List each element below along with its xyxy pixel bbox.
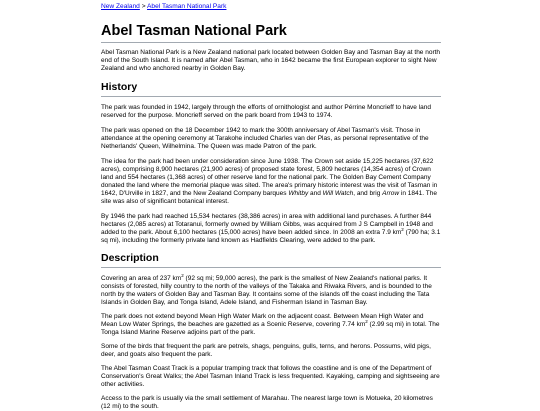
history-p3-text-and: and — [308, 190, 323, 197]
description-paragraph-4: The Abel Tasman Coast Track is a popular tramping track that follows the coastline and is one of the Department of Conservation's Great Walks; the Abel Tasman Inland Track is less frequented. Kayaking, camping and sightseeing are other activities. — [101, 365, 440, 388]
superscript-2: 2 — [401, 226, 404, 232]
description-paragraph-1 — [101, 272, 441, 307]
history-p3-text-start: The idea for the park had been under consideration since June 1938. The Crown set aside 15,225 hectares (37,622 acres), comprising 8,900 hectares (21,900 acres) of proposed state forest, 5,809 hectares (14,354 acres) of Crown land and 554 hectares (1,368 acres) of other reserve land for the national park. The Golden Bay Cement Company donated the land where the memorial plaque was sited. The area's primary historic interest was the visit of Tasman in 1642, D'Urville in 1827, and the New Zealand Company barques — [101, 158, 438, 197]
section-heading-description: Description — [101, 252, 441, 268]
superscript-2: 2 — [365, 318, 368, 324]
breadcrumb-link-new-zealand[interactable]: New Zealand — [101, 3, 140, 10]
history-paragraph-3 — [101, 158, 441, 206]
history-p4-text-start: By 1946 the park had reached 15,534 hectares (38,386 acres) in area with additional land purchases. A further 844 hectares (2,085 acres) at Totaranui, formerly owned by William Gibbs, was acquired from J S Campbell in 1948 and added to the park. About 6,100 hectares (15,000 acres) have been added since. In 2008 an extra 7.9 km — [101, 213, 433, 236]
description-p1-text-end: (92 sq mi; 59,000 acres), the park is the smallest of New Zealand's national parks. It consists of forested, hilly country to the north of the valleys of the Takaka and Riwaka Rivers, and is bounded to the north by the waters of Golden Bay and Tasman Bay. It contains some of the islands off the coast including the Tata Islands in Golden Bay, and Tonga Island, Adele Island, and Fisherman Island in Tasman Bay. — [101, 275, 432, 306]
page-title: Abel Tasman National Park — [101, 23, 441, 43]
description-p1-text-start: Covering an area of 237 km — [101, 275, 182, 282]
ship-name-arrow: Arrow — [382, 190, 400, 197]
history-paragraph-1: The park was founded in 1942, largely through the efforts of ornithologist and author Pérrine Moncrieff to have land reserved for the purpose. Moncrieff served on the park board from 1943 to 1974. — [101, 104, 432, 119]
history-paragraph-4 — [101, 213, 441, 245]
description-paragraph-5: Access to the park is usually via the small settlement of Marahau. The nearest large town is Motueka, 20 kilometres (12 mi) to the south. — [101, 395, 433, 410]
breadcrumb-link-current[interactable]: Abel Tasman National Park — [147, 3, 227, 10]
description-p2-text-start: The park does not extend beyond Mean High Water Mark on the adjacent coast. Between Mean High Water and Mean Low Water Springs, the beaches are gazetted as a Scenic Reserve, covering 7.74 km — [101, 313, 424, 328]
breadcrumb — [101, 2, 441, 11]
description-p2-text-end: (2.99 sq mi) in total. The Tonga Island Marine Reserve adjoins part of the park. — [101, 321, 440, 336]
history-p3-text-end: in 1841. The site was also of significant botanical interest. — [101, 190, 437, 205]
history-p4-text-end: (790 ha; 3.1 sq mi), including the formerly private land known as Hadfields Clearing, were added to the park. — [101, 229, 441, 244]
history-paragraph-2: The park was opened on the 18 December 1942 to mark the 300th anniversary of Abel Tasman's visit. Those in attendance at the opening ceremony at Tarakohe included Charles van der Plas, as personal representative of the Netherlands' Queen, Wilhelmina. The Queen was made Patron of the park. — [101, 127, 429, 150]
section-heading-history: History — [101, 81, 441, 97]
history-p3-text-middle: , and brig — [353, 190, 383, 197]
description-paragraph-2 — [101, 313, 441, 337]
lead-paragraph: Abel Tasman National Park is a New Zealand national park located between Golden Bay and Tasman Bay at the north end of the South Island. It is named after Abel Tasman, who in 1642 became the first European explorer to sight New Zealand and who anchored nearby in Golden Bay. — [101, 49, 441, 72]
ship-name-will-watch: Will Watch — [322, 190, 354, 197]
ship-name-whitby: Whitby — [288, 190, 309, 197]
breadcrumb-separator: > — [141, 3, 146, 10]
superscript-2: 2 — [181, 272, 184, 278]
description-paragraph-3: Some of the birds that frequent the park are petrels, shags, penguins, gulls, terns, and herons. Possums, wild pigs, deer, and goats also frequent the park. — [101, 343, 431, 358]
article — [101, 2, 441, 411]
